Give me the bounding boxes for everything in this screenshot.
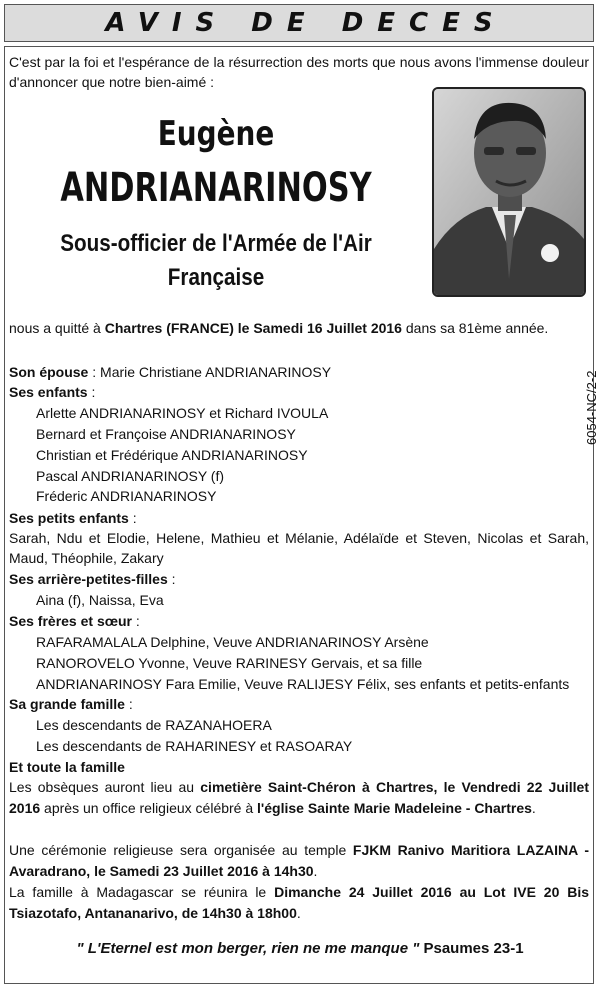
children-label: Ses enfants — [9, 384, 88, 400]
great-grandchildren-names: Aina (f), Naissa, Eva — [36, 592, 164, 608]
closing-quote — [0, 940, 600, 957]
ceremony-bold2: Avaradrano, le Samedi 23 Juillet 2016 à 14h30 — [9, 863, 314, 879]
great-grandchildren-label: Ses arrière-petites-filles — [9, 571, 168, 587]
extended-family-item: Les descendants de RAHARINESY et RASOARAY — [36, 738, 353, 754]
grandchildren-colon: : — [128, 510, 137, 526]
funeral-bold2: 2016 — [9, 800, 41, 816]
spouse-line — [9, 362, 331, 382]
spouse-value: : Marie Christiane ANDRIANARINOSY — [88, 364, 332, 380]
death-place-date: Chartres (FRANCE) le Samedi 16 Juillet 2016 — [104, 320, 402, 336]
child-item: Christian et Frédérique ANDRIANARINOSY — [36, 447, 308, 463]
deceased-first-name: Eugène — [157, 114, 275, 154]
child-item: Fréderic ANDRIANARINOSY — [36, 488, 217, 504]
extended-family-item: Les descendants de RAZANAHOERA — [36, 717, 272, 733]
notice-header — [4, 4, 594, 42]
madagascar-bold1: Dimanche 24 Juillet 2016 au Lot IVE 20 Bis — [274, 884, 589, 900]
siblings-colon: : — [131, 613, 140, 629]
ceremony-text1: Une cérémonie religieuse sera organisée au temple — [9, 842, 353, 858]
children-heading — [9, 382, 95, 402]
ceremony-bold1: FJKM Ranivo Maritiora LAZAINA - — [352, 842, 590, 858]
ceremony-line2 — [9, 861, 317, 881]
quote-text: " L'Eternel est mon berger, rien ne me manque " — [76, 940, 420, 957]
child-item: Pascal ANDRIANARINOSY (f) — [36, 468, 225, 484]
funeral-text2: après un office religieux célébré à — [40, 800, 258, 816]
sibling-item: ANDRIANARINOSY Fara Emilie, Veuve RALIJESY Félix, ses enfants et petits-enfants — [36, 676, 570, 692]
intro-text: C'est par la foi et l'espérance de la résurrection des morts que nous avons l'immense douleur d'annoncer que notre bien-aimé : — [9, 54, 589, 90]
great-grandchildren-colon: : — [167, 571, 176, 587]
funeral-text3: . — [531, 800, 536, 816]
spouse-label: Son épouse — [9, 364, 89, 380]
portrait-photo — [432, 87, 586, 297]
madagascar-line1 — [9, 882, 589, 902]
notice-title: AVIS DE DECES — [105, 8, 507, 38]
sibling-item: RAFARAMALALA Delphine, Veuve ANDRIANARINOSY Arsène — [36, 634, 429, 650]
deceased-last-name: ANDRIANARINOSY — [60, 165, 372, 211]
madagascar-text2: . — [296, 905, 301, 921]
grandchildren-label: Ses petits enfants — [9, 510, 129, 526]
funeral-line1 — [9, 777, 589, 797]
siblings-label: Ses frères et sœur — [9, 613, 132, 629]
great-grandchildren-heading — [9, 569, 176, 589]
extended-family-colon: : — [124, 696, 133, 712]
siblings-heading — [9, 611, 140, 631]
funeral-bold1: cimetière Saint-Chéron à Chartres, le Vendredi 22 Juillet — [200, 779, 589, 795]
madagascar-text1: La famille à Madagascar se réunira le — [9, 884, 275, 900]
child-item: Bernard et Françoise ANDRIANARINOSY — [36, 426, 296, 442]
extended-family-heading — [9, 694, 133, 714]
extended-family-label: Sa grande famille — [9, 696, 125, 712]
reference-code: 6054-NC/2-2 — [584, 370, 599, 445]
deceased-role-line1: Sous-officier de l'Armée de l'Air — [60, 230, 372, 257]
ceremony-line1 — [9, 840, 589, 860]
children-colon: : — [87, 384, 96, 400]
funeral-text1: Les obsèques auront lieu au — [9, 779, 201, 795]
deceased-role-line2: Française — [167, 264, 265, 291]
death-notice-prefix: nous a quitté à — [9, 320, 105, 336]
portrait-illustration — [434, 89, 584, 295]
child-item: Arlette ANDRIANARINOSY et Richard IVOULA — [36, 405, 329, 421]
death-notice-suffix: dans sa 81ème année. — [401, 320, 549, 336]
ceremony-text2: . — [313, 863, 318, 879]
madagascar-line2 — [9, 903, 301, 923]
grandchildren-heading — [9, 508, 137, 528]
madagascar-bold2: Tsiazotafo, Antananarivo, de 14h30 à 18h00 — [9, 905, 297, 921]
funeral-church: l'église Sainte Marie Madeleine - Chartres — [257, 800, 532, 816]
grandchildren-line1: Sarah, Ndu et Elodie, Helene, Mathieu et Mélanie, Adélaïde et Steven, Nicolas et Sarah, — [9, 530, 589, 546]
grandchildren-line2: Maud, Théophile, Zakary — [9, 550, 164, 566]
funeral-line2 — [9, 798, 536, 818]
all-family-line: Et toute la famille — [9, 759, 125, 775]
death-notice-line — [9, 318, 548, 338]
sibling-item: RANOROVELO Yvonne, Veuve RARINESY Gervais, et sa fille — [36, 655, 423, 671]
quote-reference: Psaumes 23-1 — [419, 940, 524, 957]
